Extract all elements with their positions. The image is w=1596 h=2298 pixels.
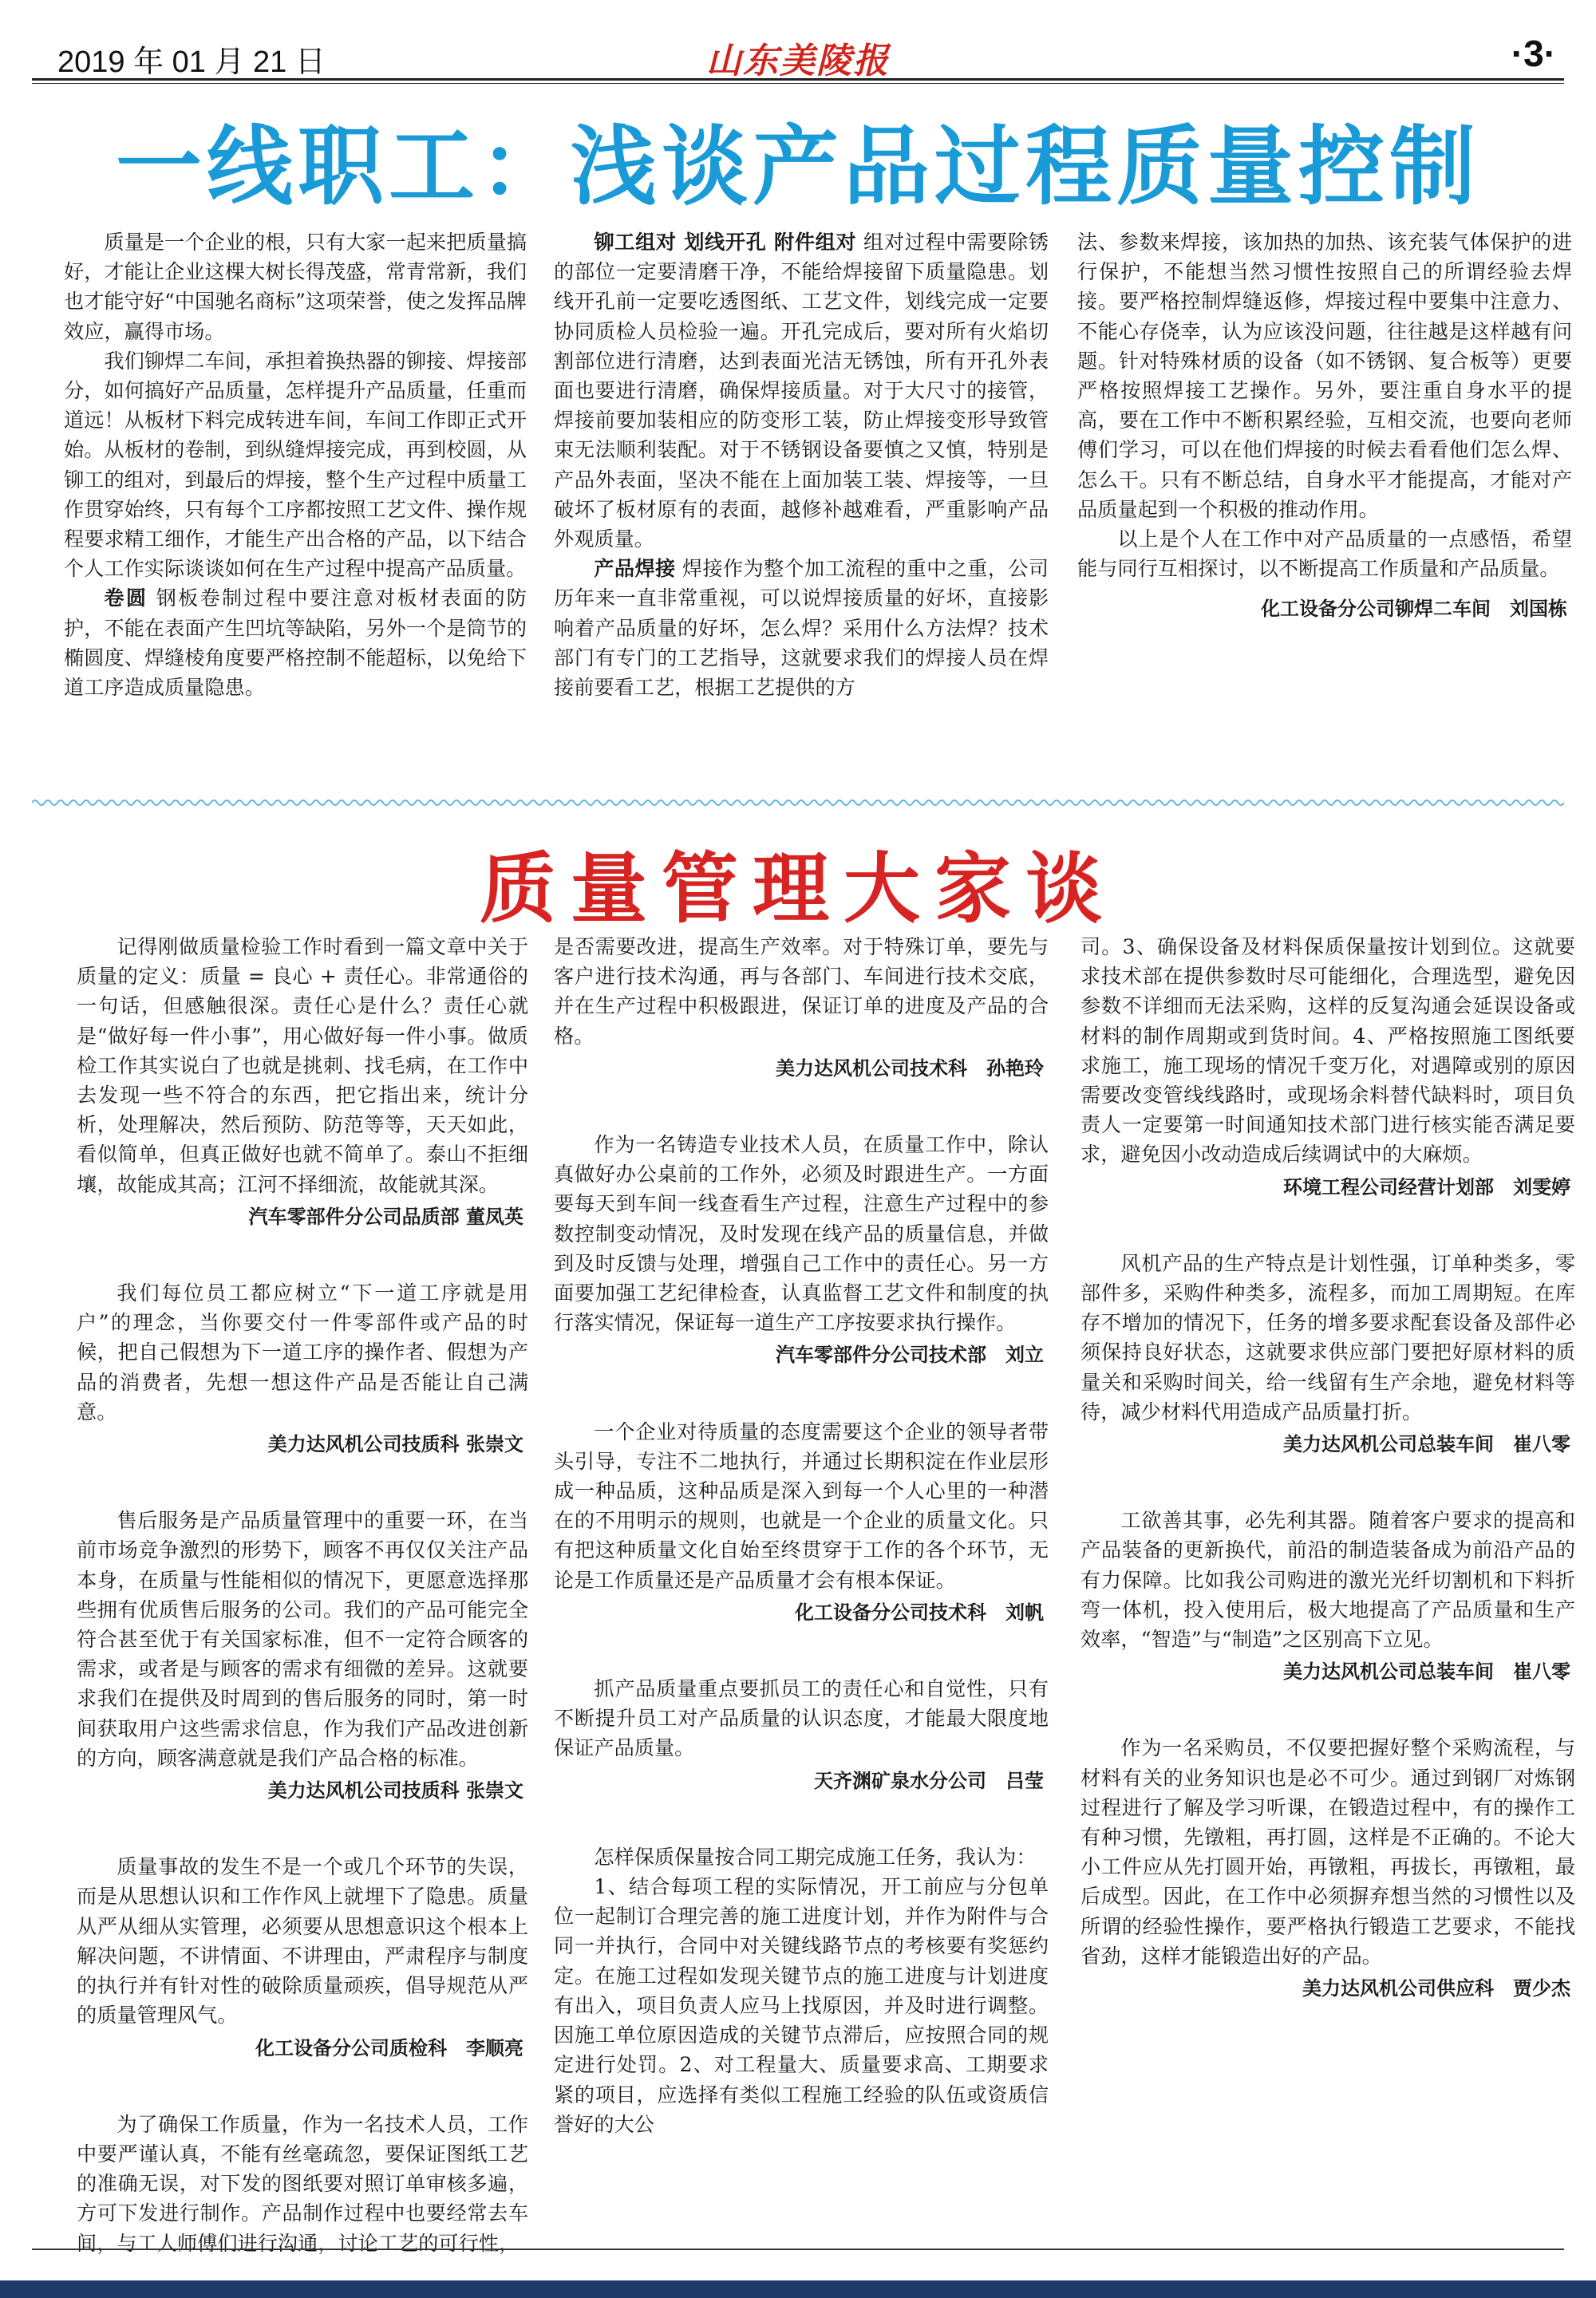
paragraph: 一个企业对待质量的态度需要这个企业的领导者带头引导，专注不二地执行，并通过长期积淀在作业层形成一种品质，这种品质是深入到每一个人心里的一种潜在的不用明示的规则，也就是一个企业的质量文化。只有把这种质量文化自始至终贯穿于工作的各个环节，无论是工作质量还是产品质量才会有根本保证。 <box>554 1419 1049 1592</box>
page-number: ·3· <box>1511 33 1556 74</box>
paragraph: 司。3、确保设备及材料保质保量按计划到位。这就要求技术部在提供参数时尽可能细化，合理选型，避免因参数不详细而无法采购，这样的反复沟通会延误设备或材料的制作周期或到货时间。4、严格按照施工图纸要求施工，施工现场的情况千变万化，对遇障或别的原因需要改变管线线路时，或现场余料替代缺料时，项目负责人一定要第一时间通知技术部门进行核实能否满足要求，避免因小改动造成后续调试中的大麻烦。 <box>1080 935 1575 1167</box>
author-byline: 美力达风机公司技质科 张崇文 <box>267 1433 523 1456</box>
paragraph: 质量是一个企业的根，只有大家一起来把质量搞好，才能让企业这棵大树长得茂盛，常青常新，我们也才能守好“中国驰名商标”这项荣誉，使之发挥品牌效应，赢得市场。 <box>64 231 527 343</box>
author-byline: 化工设备分公司技术科 刘帆 <box>795 1601 1044 1624</box>
paragraph: 工欲善其事，必先利其器。随着客户要求的提高和产品装备的更新换代，前沿的制造装备成为前沿产品的有力保障。比如我公司购进的激光光纤切割机和下料折弯一体机，投入使用后，极大地提高了产品质量和生产效率，“智造”与“制造”之区别高下立见。 <box>1080 1509 1575 1652</box>
paragraph <box>64 583 527 702</box>
paragraph: 怎样保质保量按合同工期完成施工任务，我认为： <box>594 1845 1037 1869</box>
header-divider <box>32 78 1564 81</box>
page-header <box>32 32 1564 81</box>
author-byline: 汽车零部件分公司品质部 董凤英 <box>248 1205 523 1228</box>
section-lead: 产品焊接 <box>594 557 676 581</box>
paragraph: 是否需要改进，提高生产效率。对于特殊订单，要先与客户进行技术沟通，再与各部门、车间进行技术交底，并在生产过程中积极跟进，保证订单的进度及产品的合格。 <box>554 935 1049 1048</box>
paragraph: 作为一名采购员，不仅要把握好整个采购流程，与材料有关的业务知识也是必不可少。通过到钢厂对炼钢过程进行了解及学习听课，在锻造过程中，有的操作工有种习惯，先镦粗，再打圆，这样是不正确的。不论大小工件应从先打圆开始，再镦粗，再拔长，再镦粗，最后成型。因此，在工作中必须摒弃想当然的习惯性以及所谓的经验性操作，要严格执行锻造工艺要求，不能找省劲，这样才能锻造出好的产品。 <box>1080 1736 1575 1968</box>
paragraph: 抓产品质量重点要抓员工的责任心和自觉性，只有不断提升员工对产品质量的认识态度，才能最大限度地保证产品质量。 <box>554 1677 1049 1760</box>
author-byline: 美力达风机公司技术科 孙艳玲 <box>776 1056 1044 1080</box>
paragraph-text: 钢板卷制过程中要注意对板材表面的防护，不能在表面产生凹坑等缺陷，另外一个是筒节的椭圆度、焊缝棱角度要严格控制不能超标，以免给下道工序造成质量隐患。 <box>64 586 527 700</box>
article2-column-1 <box>77 932 528 2258</box>
author-byline: 汽车零部件分公司技术部 刘立 <box>776 1344 1044 1367</box>
paragraph-text: 组对过程中需要除锈的部位一定要清磨干净，不能给焊接留下质量隐患。划线开孔前一定要吃透图纸、工艺文件，划线完成一定要协同质检人员检验一遍。开孔完成后，要对所有火焰切割部位进行清磨，达到表面光洁无锈蚀，所有开孔外表面也要进行清磨，确保焊接质量。对于大尺寸的接管，焊接前要加装相应的防变形工装，防止焊接变形导致管束无法顺利装配。对于不锈钢设备要慎之又慎，特别是产品外表面，坚决不能在上面加装工装、焊接等，一旦破坏了板材原有的表面，越修补越难看，严重影响产品外观质量。 <box>554 231 1049 551</box>
issue-date: 2019 年 01 月 21 日 <box>57 45 326 79</box>
author-byline: 天齐渊矿泉水分公司 吕莹 <box>814 1769 1044 1792</box>
paragraph: 售后服务是产品质量管理中的重要一环，在当前市场竞争激烈的形势下，顾客不再仅仅关注产品本身，在质量与性能相似的情况下，更愿意选择那些拥有优质售后服务的公司。我们的产品可能完全符合甚至优于有关国家标准，但不一定符合顾客的需求，或者是与顾客的需求有细微的差异。这就要求我们在提供及时周到的售后服务的同时，第一时间获取用户这些需求信息，作为我们产品改进创新的方向，顾客满意就是我们产品合格的标准。 <box>77 1509 528 1770</box>
header-divider-thin <box>32 83 1564 84</box>
author-byline: 化工设备分公司铆焊二车间 刘国栋 <box>1261 598 1567 621</box>
footer-bar <box>0 2280 1596 2298</box>
article2-column-2 <box>554 932 1049 2139</box>
author-byline: 美力达风机公司供应科 贾少杰 <box>1302 1977 1570 2000</box>
section-lead: 铆工组对 划线开孔 附件组对 <box>594 231 857 254</box>
paragraph: 记得刚做质量检验工作时看到一篇文章中关于质量的定义：质量 = 良心 + 责任心。非常通俗的一句话，但感触很深。责任心是什么？责任心就是“做好每一件小事”，用心做好每一件小事。做质检工作其实说白了也就是挑刺、找毛病，在工作中去发现一些不符合的东西，把它指出来，统计分析，处理解决，然后预防、防范等等，天天如此，看似简单，但真正做好也就不简单了。泰山不拒细壤，故能成其高；江河不择细流，故能就其深。 <box>77 935 528 1196</box>
paragraph: 我们铆焊二车间，承担着换热器的铆接、焊接部分，如何搞好产品质量，怎样提升产品质量，任重而道远！从板材下料完成转进车间，车间工作即正式开始。从板材的卷制，到纵缝焊接完成，再到校圆，从铆工的组对，到最后的焊接，整个生产过程中质量工作贯穿始终，只有每个工序都按照工艺文件、操作规程要求精工细作，才能生产出合格的产品，以下结合个人工作实际谈谈如何在生产过程中提高产品质量。 <box>64 349 527 581</box>
paragraph: 为了确保工作质量，作为一名技术人员，工作中要严谨认真，不能有丝毫疏忽，要保证图纸工艺的准确无误，对下发的图纸要对照订单审核多遍，方可下发进行制作。产品制作过程中也要经常去车间，与工人师傅们进行沟通，讨论工艺的可行性， <box>77 2112 528 2255</box>
paragraph <box>554 227 1049 554</box>
paragraph <box>554 554 1049 702</box>
masthead-logo: 山东美陵报 <box>706 41 890 81</box>
section-divider-wave <box>32 798 1564 807</box>
author-byline: 美力达风机公司总装车间 崔八零 <box>1283 1660 1570 1684</box>
paragraph: 以上是个人在工作中对产品质量的一点感悟，希望能与同行互相探讨，以不断提高工作质量和产品质量。 <box>1077 527 1572 581</box>
article1-column-3 <box>1077 227 1572 625</box>
paragraph: 风机产品的生产特点是计划性强，订单种类多，零部件多，采购件种类多，流程多，而加工周期短。在库存不增加的情况下，任务的增多要求配套设备及部件必须保持良好状态，这就要求供应部门要把好原材料的质量关和采购时间关，给一线留有生产余地，避免材料等待，减少材料代用造成产品质量打折。 <box>1080 1251 1575 1423</box>
footer-divider <box>32 2249 1564 2250</box>
section-lead: 卷圆 <box>104 586 148 610</box>
author-byline: 环境工程公司经营计划部 刘雯婷 <box>1283 1175 1570 1198</box>
article2-headline: 质量管理大家谈 <box>480 843 1116 934</box>
paragraph: 法、参数来焊接，该加热的加热、该充装气体保护的进行保护，不能想当然习惯性按照自己的所谓经验去焊接。要严格控制焊缝返修，焊接过程中要集中注意力、不能心存侥幸，认为应该没问题，往往越是这样越有问题。针对特殊材质的设备（如不锈钢、复合板等）更要严格按照焊接工艺操作。另外，要注重自身水平的提高，要在工作中不断积累经验，互相交流，也要向老师傅们学习，可以在他们焊接的时候去看看他们怎么焊、怎么干。只有不断总结，自身水平才能提高，才能对产品质量起到一个积极的推动作用。 <box>1077 231 1572 521</box>
article1-headline: 一线职工：浅谈产品过程质量控制 <box>115 117 1480 217</box>
author-byline: 化工设备分公司质检科 李顺亮 <box>255 2036 523 2059</box>
paragraph: 质量事故的发生不是一个或几个环节的失误，而是从思想认识和工作作风上就埋下了隐患。质量从严从细从实管理，必须要从思想意识这个根本上解决问题，不讲情面、不讲理由，严肃程序与制度的执行并有针对性的破除质量顽疾，倡导规范从严的质量管理风气。 <box>77 1855 528 2028</box>
author-byline: 美力达风机公司技质科 张崇文 <box>267 1779 523 1802</box>
paragraph: 1、结合每项工程的实际情况，开工前应与分包单位一起制订合理完善的施工进度计划，并作为附件与合同一并执行，合同中对关键线路节点的考核要有奖惩约定。在施工过程如发现关键节点的施工进度与计划进度有出入，项目负责人应马上找原因，并及时进行调整。因施工单位原因造成的关键节点滞后，应按照合同的规定进行处罚。2、对工程量大、质量要求高、工期要求紧的项目，应选择有类似工程施工经验的队伍或资质信誉好的大公 <box>554 1875 1049 2136</box>
paragraph-text: 焊接作为整个加工流程的重中之重，公司历年来一直非常重视，可以说焊接质量的好坏，直接影响着产品质量的好坏，怎么焊？采用什么方法焊？技术部门有专门的工艺指导，这就要求我们的焊接人员在焊接前要看工艺，根据工艺提供的方 <box>554 557 1049 700</box>
author-byline: 美力达风机公司总装车间 崔八零 <box>1283 1433 1570 1456</box>
paragraph: 我们每位员工都应树立“下一道工序就是用户”的理念，当你要交付一件零部件或产品的时候，把自己假想为下一道工序的操作者、假想为产品的消费者，先想一想这件产品是否能让自己满意。 <box>77 1281 528 1423</box>
article1-column-2 <box>554 227 1049 702</box>
article1-column-1 <box>64 227 527 702</box>
paragraph: 作为一名铸造专业技术人员，在质量工作中，除认真做好办公桌前的工作外，必须及时跟进生产。一方面要每天到车间一线查看生产过程，注意生产过程中的参数控制变动情况，及时发现在线产品的质量信息，并做到及时反馈与处理，增强自己工作中的责任心。另一方面要加强工艺纪律检查，认真监督工艺文件和制度的执行落实情况，保证每一道生产工序按要求执行操作。 <box>554 1133 1049 1335</box>
article2-column-3 <box>1080 932 1575 2050</box>
